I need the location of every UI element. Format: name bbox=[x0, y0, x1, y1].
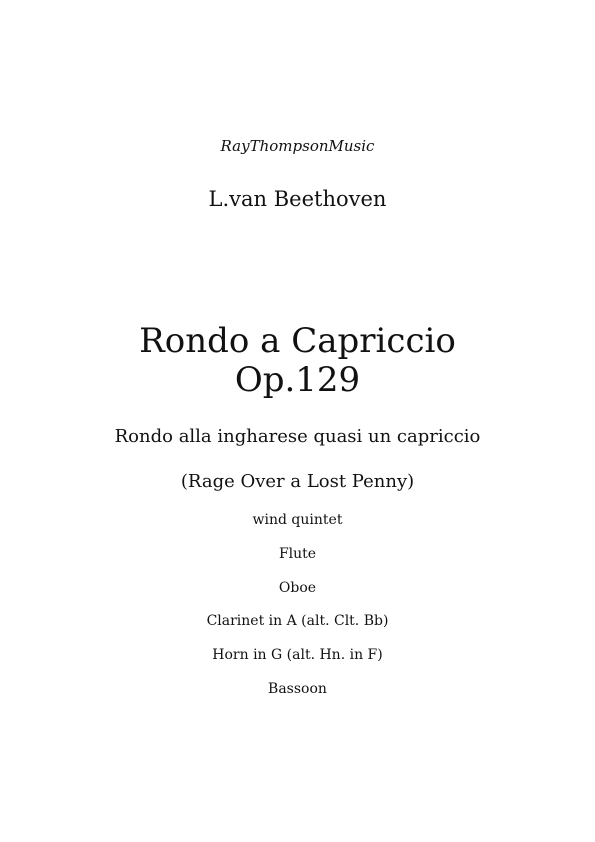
work-nickname: (Rage Over a Lost Penny) bbox=[180, 471, 415, 492]
instrument-item: Clarinet in A (alt. Clt. Bb) bbox=[206, 613, 389, 629]
work-subtitle: Rondo alla ingharese quasi un capriccio bbox=[114, 426, 481, 447]
opus-number: Op.129 bbox=[234, 360, 361, 400]
composer-name: L.van Beethoven bbox=[208, 187, 387, 211]
instrument-item: Flute bbox=[278, 546, 317, 562]
instrument-item: Bassoon bbox=[268, 681, 327, 697]
work-title: Rondo a Capriccio bbox=[139, 321, 456, 361]
instrument-item: Horn in G (alt. Hn. in F) bbox=[212, 647, 383, 663]
instrument-item: Oboe bbox=[278, 580, 317, 596]
ensemble-label: wind quintet bbox=[252, 512, 343, 528]
publisher-name: RayThompsonMusic bbox=[220, 137, 375, 155]
